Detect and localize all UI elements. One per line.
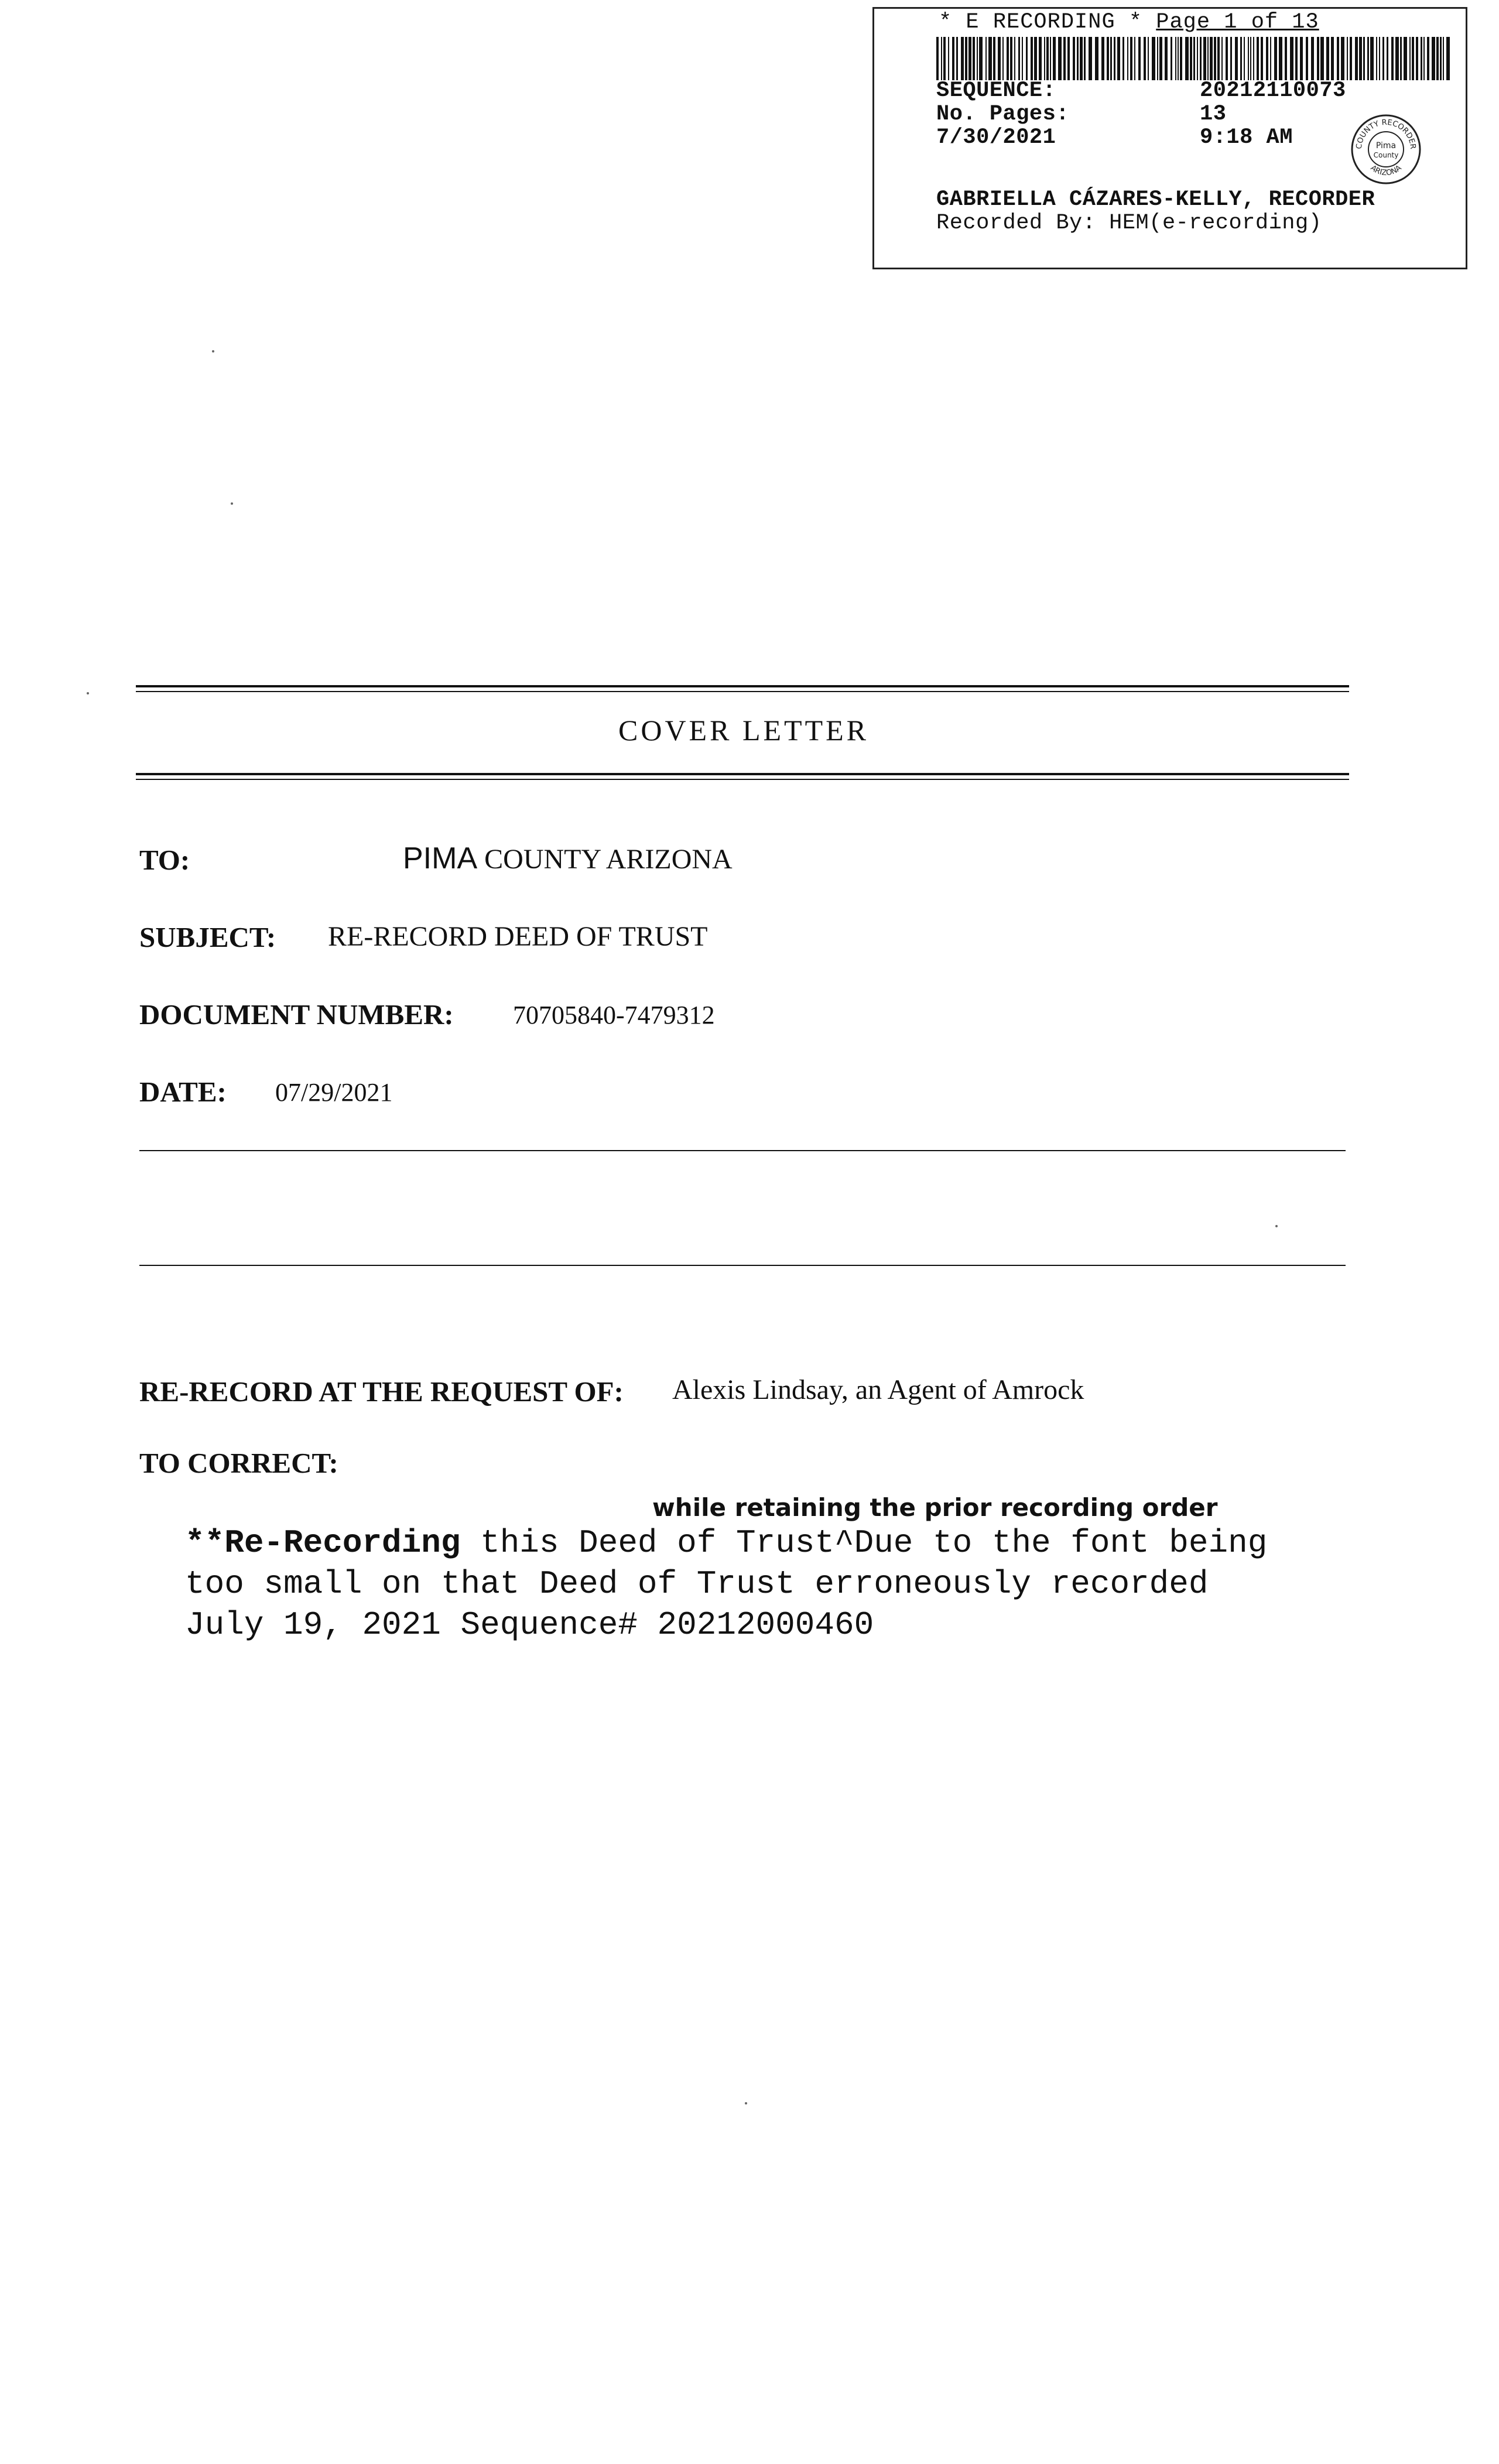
document-title: COVER LETTER [618,714,870,747]
svg-text:County: County [1373,151,1399,159]
svg-text:COUNTY RECORDER: COUNTY RECORDER [1354,118,1418,150]
subject-label: SUBJECT: [139,921,276,953]
svg-text:ARIZONA: ARIZONA [1368,163,1404,178]
to-value-rest: COUNTY ARIZONA [477,844,733,875]
recording-time: 9:18 AM [1200,125,1293,150]
scan-speck [212,350,214,353]
to-label: TO: [139,844,190,876]
correct-insert-note: while retaining the prior recording order [652,1493,1218,1522]
stamp-header-label: * E RECORDING * [939,10,1156,35]
stamp-header [939,10,1319,35]
scan-speck [1275,1225,1278,1227]
recording-date: 7/30/2021 [936,125,1056,150]
document-number-label: DOCUMENT NUMBER: [139,998,454,1031]
top-rule [136,685,1349,687]
svg-text:Pima: Pima [1375,141,1397,150]
correct-label: TO CORRECT: [139,1447,338,1479]
correct-line-1: this Deed of Trust^Due to the font being [460,1524,1268,1562]
scan-speck [745,2102,747,2104]
scan-speck [231,502,233,505]
county-seal-icon [1349,112,1423,187]
request-label: RE-RECORD AT THE REQUEST OF: [139,1375,624,1408]
correct-line-3: July 19, 2021 Sequence# 20212000460 [185,1606,874,1644]
title-rule-thin [136,779,1349,780]
pages-label: No. Pages: [936,102,1070,126]
recorded-by: Recorded By: HEM(e-recording) [936,211,1322,235]
sequence-value: 20212110073 [1200,78,1346,103]
sequence-label: SEQUENCE: [936,78,1056,103]
separator-rule-2 [139,1265,1346,1266]
barcode-image [936,37,1452,80]
correct-bold-lead: **Re-Recording [185,1524,461,1562]
to-value [403,841,733,876]
stamp-page-count: Page 1 of 13 [1156,10,1319,35]
recorder-name: GABRIELLA CÁZARES-KELLY, RECORDER [936,187,1375,212]
to-value-prefix: PIMA [403,841,478,875]
title-rule [136,773,1349,775]
subject-value: RE-RECORD DEED OF TRUST [328,921,708,952]
separator-rule-1 [139,1150,1346,1151]
pages-value: 13 [1200,102,1227,126]
document-number-value: 70705840-7479312 [513,1001,715,1029]
correct-line-2: too small on that Deed of Trust erroneously recorded [185,1565,1209,1603]
scan-speck [87,692,89,694]
date-value: 07/29/2021 [275,1078,393,1107]
recording-stamp [872,7,1467,269]
top-rule-thin [136,691,1349,692]
request-value: Alexis Lindsay, an Agent of Amrock [672,1374,1084,1405]
date-label: DATE: [139,1076,227,1108]
correct-body [185,1522,1485,1645]
